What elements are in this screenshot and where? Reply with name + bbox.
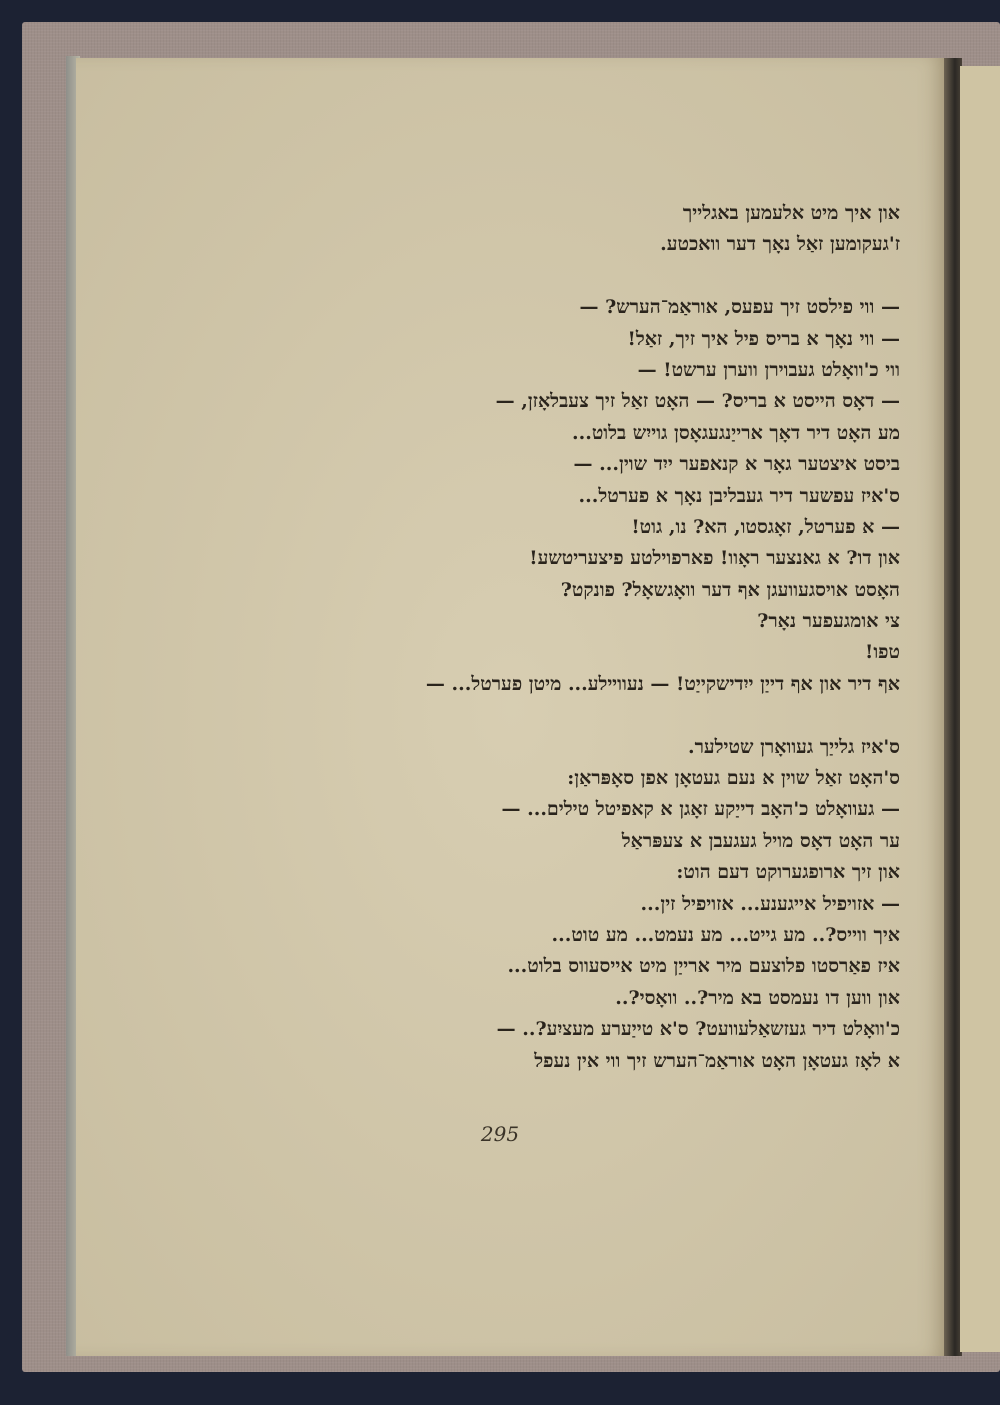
facing-page-edge <box>960 66 1000 1352</box>
poem-line: איך ווייס?.. מע גייט... מע נעמט... מע טוט... <box>551 923 900 946</box>
poem-line: און דו? א גאנצער ראָוו! פארפוילטע פיצעריטשע! <box>529 547 900 570</box>
poem-line: ביסט איצטער גאָר א קנאפער ייִד שוין... — <box>573 453 900 476</box>
stanza-break <box>180 700 900 731</box>
poem-line: און איך מיט אלעמען באגלייך <box>682 202 900 224</box>
poem-line: א לאָז געטאָן האָט אוראַמ־הערש זיך ווי אין נעפל <box>534 1049 900 1072</box>
poem-line: ווי כ'וואָלט געבוירן ווערן ערשט! — <box>637 358 900 381</box>
poem-line: ס'איז גלייַך געוואָרן שטילער. <box>687 735 900 758</box>
poem-line: מע האָט דיר דאָך ארייַנגעגאָסן גוייִש בלוט... <box>571 421 900 444</box>
page-number: 295 <box>480 1122 520 1146</box>
poem-line: איז פאַרסטו פלוצעם מיר ארייַן מיט אייסעווס בלוט... <box>507 955 900 978</box>
poem-line: ז'געקומען זאַל נאָך דער וואכטע. <box>660 233 900 256</box>
poem-line: — ווי נאָך א בריס פיל איך זיך, זאַל! <box>627 327 900 350</box>
poem-line: ס'איז עפשער דיר געבליבן נאָך א פערטל... <box>578 484 900 507</box>
poem-line: און זיך ארופגערוקט דעם הוט: <box>676 861 900 884</box>
stanza-break <box>180 261 900 292</box>
poem-line: — ווי פילסט זיך עפעס, אוראַמ־הערש? — <box>579 296 900 319</box>
poem-line: — דאָס הייסט א בריס? — האָט זאַל זיך צעבלאָזן, — <box>495 390 900 413</box>
poem-line: ער האָט דאָס מויל געגעבן א צעפּראַל <box>621 829 900 852</box>
poem-line: אף דיר און אף דייַן ייִדישקייַט! — נעווײלע... מיטן פערטל... — <box>425 672 900 695</box>
poem-line: טפו! <box>864 641 900 664</box>
poem-line: האָסט אויסגעוועגן אף דער וואָגשאָל? פונקט? <box>560 578 900 601</box>
poem-text <box>180 198 900 1077</box>
poem-line: צי אומגעפער נאָר? <box>757 610 900 633</box>
poem-line: און ווען דו נעמסט בא מיר?.. וואָסי?.. <box>615 986 900 1009</box>
poem-line: — א פערטל, זאָגסטו, הא? נו, גוט! <box>631 515 900 538</box>
poem-line: ס'האָט זאַל שוין א נעם געטאָן אפן סאָפּראַן: <box>567 767 900 790</box>
poem-line: — געוואָלט כ'האָב דייַקע זאָגן א קאפיטל טילים... — <box>501 798 900 821</box>
poem-line: כ'וואָלט דיר געזשאַלעוועט? ס'א טייַערע מעציִע?.. — <box>496 1018 900 1041</box>
poem-line: — אזויפיל אייגענע... אזויפיל זין... <box>640 892 900 915</box>
